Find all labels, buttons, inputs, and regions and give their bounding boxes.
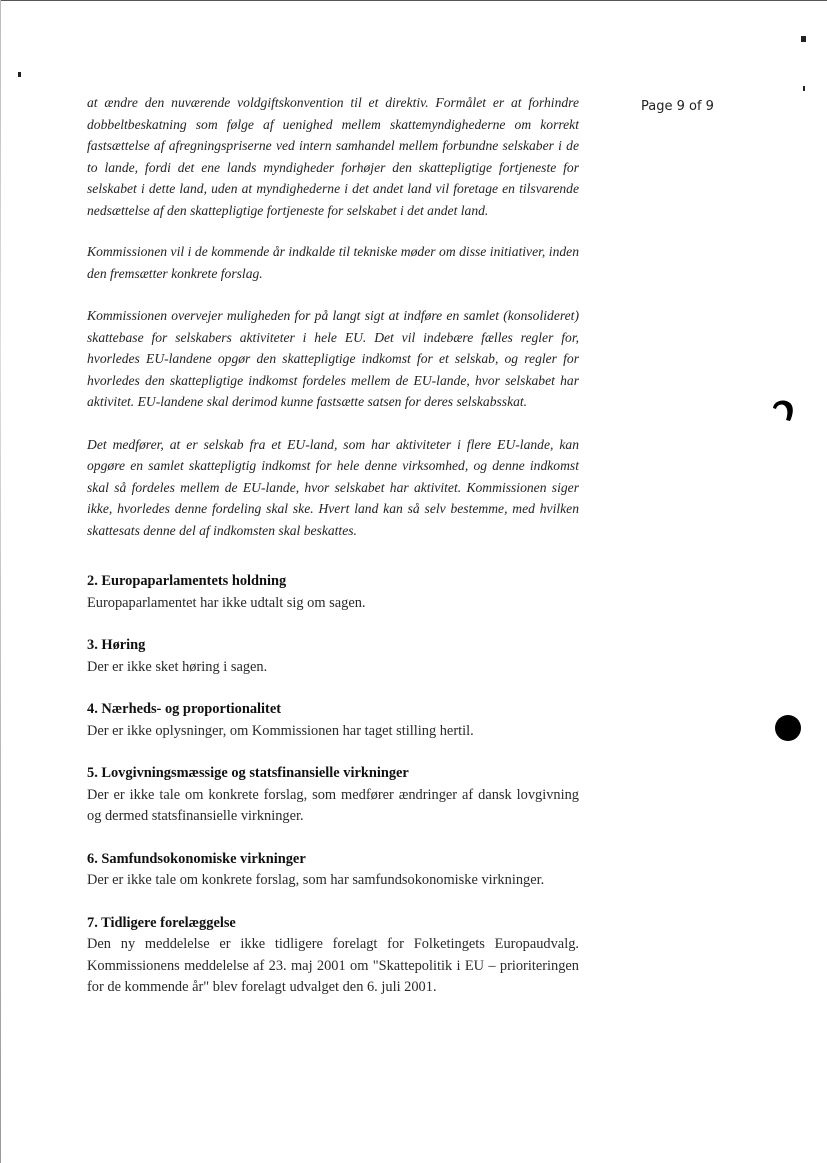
- section-body: Den ny meddelelse er ikke tidligere forelagt for Folketingets Europaudvalg. Kommissionens meddelelse af 23. maj 2001 om "Skattepolitik i EU – prioriteringen for de kommende år" blev forelagt udvalget den 6. juli 2001.: [87, 936, 579, 995]
- page-number: Page 9 of 9: [641, 99, 714, 114]
- section-europaparlament: [87, 571, 579, 614]
- page-top-border: [0, 0, 827, 1]
- section-samfundsokonomi: [87, 849, 579, 892]
- section-body: Der er ikke tale om konkrete forslag, som har samfundsokonomiske virkninger.: [87, 872, 545, 888]
- intro-paragraph: Kommissionen overvejer muligheden for på langt sigt at indføre en samlet (konsolideret) skattebase for selskabers aktiviteter i hele EU. Det vil indebære fælles regler for, hvorledes EU-landene opgør den skattepligtige indkomst for et selskab, og regler for hvorledes den skattepligtige indkomst fordeles mellem de EU-lande, hvor selskabet har aktivitet. EU-landene skal derimod kunne fastsætte satsen for deres selskabsskat.: [87, 308, 579, 409]
- section-body: Europaparlamentet har ikke udtalt sig om sagen.: [87, 594, 366, 611]
- section-heading: 2. Europaparlamentets holdning: [87, 573, 287, 589]
- section-heading: 4. Nærheds- og proportionalitet: [87, 701, 281, 717]
- intro-paragraph: at ændre den nuværende voldgiftskonvention til et direktiv. Formålet er at forhindre dobbeltbeskatning som følge af uenighed mellem skattemyndighederne om korrekt fastsættelse af afregningspriserne ved intern samhandel mellem forbundne selskaber i de to lande, fordi det ene lands myndigheder forhøjer den skattepligtige fortjeneste for selskabet i dette land, uden at myndighederne i det andet land vil foretage en tilsvarende nedsættelse af den skattepligtige fortjeneste for selskabet i det andet land.: [87, 95, 579, 218]
- section-heading: 6. Samfundsokonomiske virkninger: [87, 850, 306, 867]
- scan-mark-dot: [775, 715, 801, 741]
- document-body: [87, 92, 579, 999]
- section-naerhed: [87, 699, 579, 742]
- section-body: Der er ikke oplysninger, om Kommissionen har taget stilling hertil.: [87, 722, 474, 739]
- section-lovgivning: [87, 763, 579, 828]
- scan-speck: [803, 86, 805, 91]
- scan-speck: [801, 36, 806, 42]
- page-left-edge: [0, 0, 1, 1163]
- section-body: Der er ikke tale om konkrete forslag, som medfører ændringer af dansk lovgivning og dermed statsfinansielle virkninger.: [87, 786, 579, 824]
- section-tidligere: [87, 913, 579, 999]
- scan-speck: [18, 72, 21, 77]
- intro-paragraph: Det medfører, at er selskab fra et EU-land, som har aktiviteter i flere EU-lande, kan opgøre en samlet skattepligtig indkomst for hele denne virksomhed, og denne indkomst skal så fordeles mellem de EU-lande, hvor selskabet har aktivitet. Kommissionen siger ikke, hvorledes denne fordeling skal ske. Hvert land kan så selv bestemme, med hvilken skattesats denne del af indkomsten skal beskattes.: [87, 436, 579, 538]
- section-heading: 5. Lovgivningsmæssige og statsfinansielle virkninger: [87, 765, 409, 781]
- section-heading: 7. Tidligere forelæggelse: [87, 914, 236, 931]
- scan-mark-arc: [770, 396, 796, 422]
- intro-paragraph: Kommissionen vil i de kommende år indkalde til tekniske møder om disse initiativer, inden den fremsætter konkrete forslag.: [87, 244, 579, 281]
- section-body: Der er ikke sket høring i sagen.: [87, 658, 268, 675]
- section-heading: 3. Høring: [87, 637, 146, 653]
- section-horing: [87, 635, 579, 678]
